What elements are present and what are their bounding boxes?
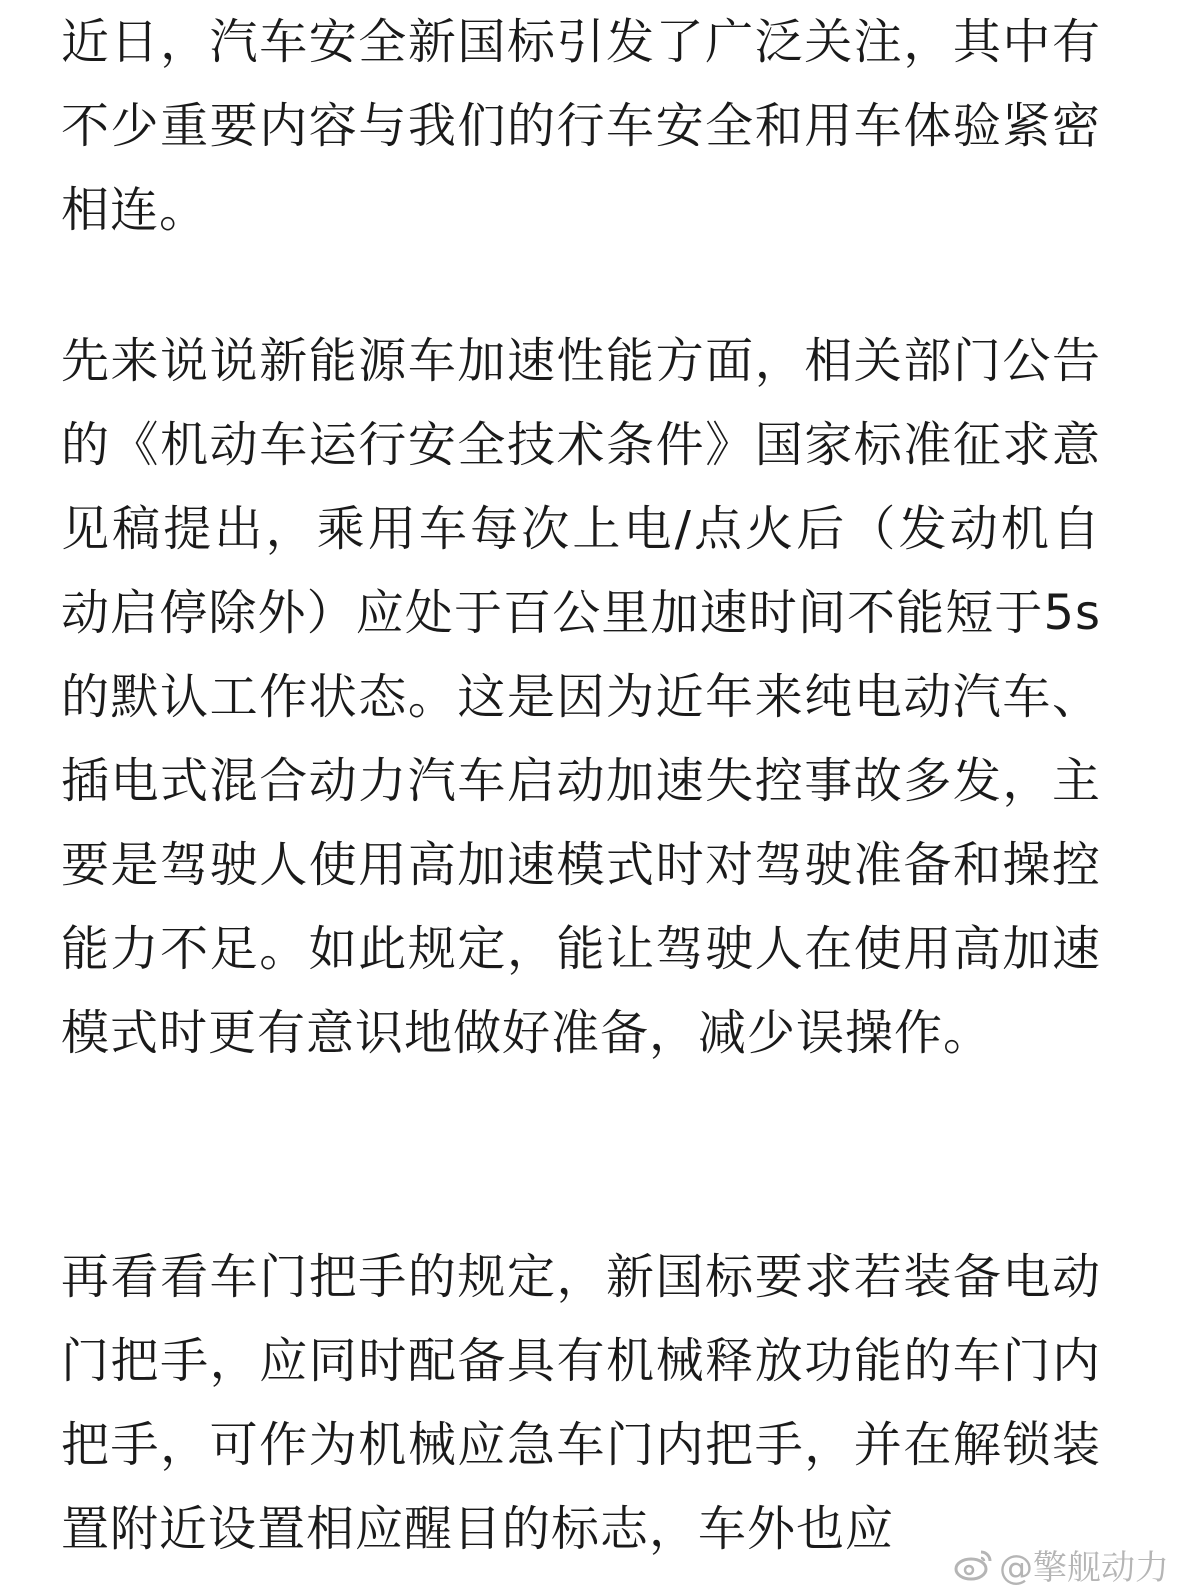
watermark-text: @擎舰动力 <box>999 1548 1169 1588</box>
watermark <box>953 1540 1169 1589</box>
paragraph-door-handle: 再看看车门把手的规定，新国标要求若装备电动门把手，应同时配备具有机械释放功能的车门内把手，可作为机械应急车门内把手，并在解锁装置附近设置相应醒目的标志，车外也应 <box>61 1249 1101 1557</box>
paragraph-intro: 近日，汽车安全新国标引发了广泛关注，其中有不少重要内容与我们的行车安全和用车体验紧密相连。 <box>61 14 1101 238</box>
weibo-icon <box>953 1548 993 1582</box>
paragraph-acceleration: 先来说说新能源车加速性能方面，相关部门公告的《机动车运行安全技术条件》国家标准征求意见稿提出，乘用车每次上电/点火后（发动机自动启停除外）应处于百公里加速时间不能短于5s的默认工作状态。这是因为近年来纯电动汽车、插电式混合动力汽车启动加速失控事故多发，主要是驾驶人使用高加速模式时对驾驶准备和操控能力不足。如此规定，能让驾驶人在使用高加速模式时更有意识地做好准备，减少误操作。 <box>61 333 1101 1061</box>
